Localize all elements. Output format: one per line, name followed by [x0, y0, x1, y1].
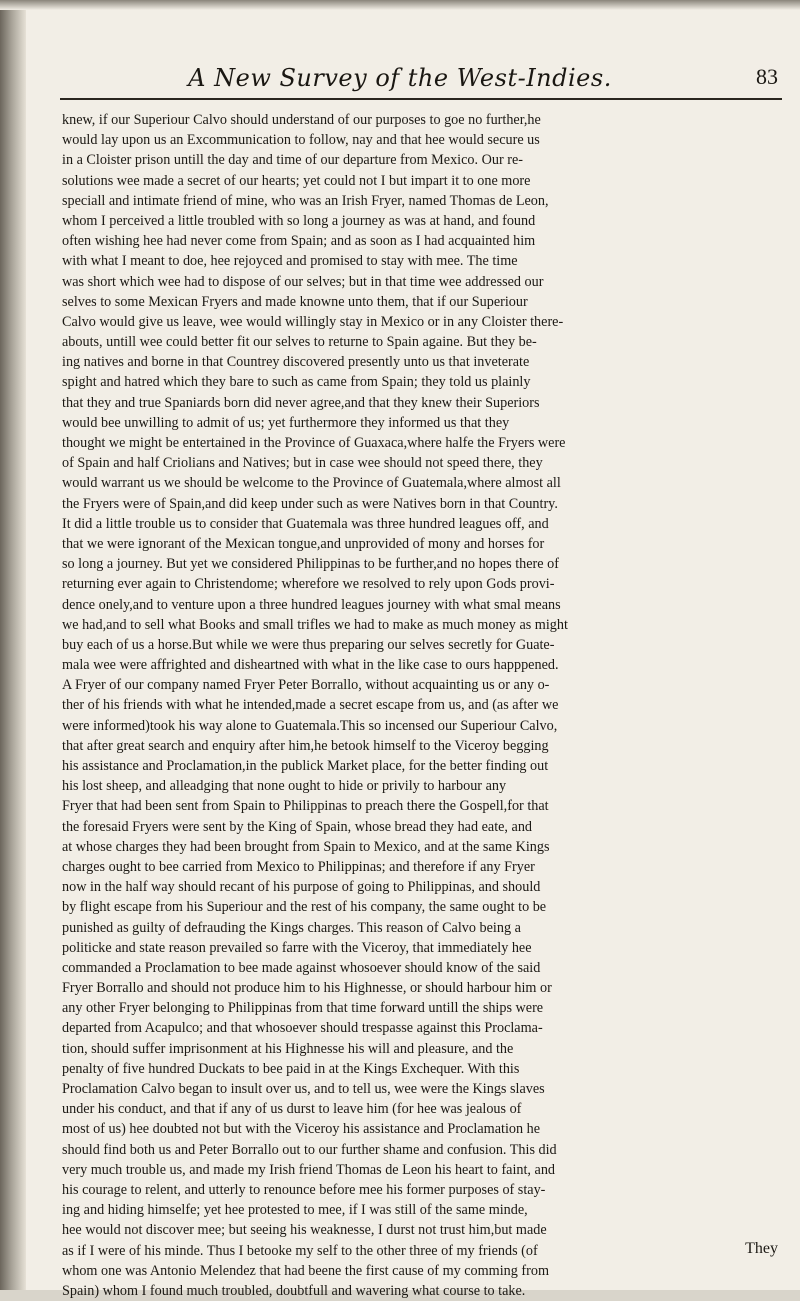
- text-line: any other Fryer belonging to Philippinas from that time forward untill the ships were: [62, 1000, 544, 1017]
- text-line: that they and true Spaniards born did never agree,and that they knew their Superiors: [62, 394, 540, 411]
- text-line: in a Cloister prison untill the day and time of our departure from Mexico. Our re-: [62, 152, 523, 169]
- text-line: we had,and to sell what Books and small trifles we had to make as much money as might: [62, 616, 568, 633]
- text-line: speciall and intimate friend of mine, who was an Irish Fryer, named Thomas de Leon,: [62, 192, 549, 209]
- text-line: A Fryer of our company named Fryer Peter Borrallo, without acquainting us or any o-: [62, 677, 550, 694]
- text-line: penalty of five hundred Duckats to bee paid in at the Kings Exchequer. With this: [62, 1060, 520, 1077]
- text-line: departed from Acapulco; and that whosoever should trespasse against this Proclama-: [62, 1020, 543, 1037]
- text-line: ing natives and borne in that Countrey discovered presently unto us that inveterate: [62, 354, 530, 371]
- text-line: spight and hatred which they bare to such as came from Spain; they told us plainly: [62, 374, 531, 391]
- page-gutter-shadow: [0, 0, 26, 1290]
- text-line: would bee unwilling to admit of us; yet furthermore they informed us that they: [62, 414, 510, 431]
- text-line: under his conduct, and that if any of us durst to leave him (for hee was jealous of: [62, 1101, 522, 1118]
- text-line: the Fryers were of Spain,and did keep under such as were Natives born in that Country.: [62, 495, 558, 512]
- text-line: Calvo would give us leave, wee would willingly stay in Mexico or in any Cloister there-: [62, 313, 564, 330]
- text-line: whom one was Antonio Melendez that had beene the first cause of my comming from: [62, 1262, 549, 1279]
- text-line: thought we might be entertained in the Province of Guaxaca,where halfe the Fryers were: [62, 435, 566, 451]
- header-rule: [60, 98, 782, 100]
- text-line: so long a journey. But yet we considered Philippinas to be further,and no hopes there of: [62, 556, 559, 573]
- text-line: hee would not discover mee; but seeing his weaknesse, I durst not trust him,but made: [62, 1222, 547, 1239]
- catchword: They: [745, 1240, 778, 1257]
- text-line: mala wee were affrighted and disheartned with what in the like case to ours happpened.: [62, 657, 559, 674]
- text-line: abouts, untill wee could better fit our selves to returne to Spain againe. But they be-: [62, 334, 537, 351]
- text-line: selves to some Mexican Fryers and made knowne unto them, that if our Superiour: [62, 293, 528, 310]
- text-line: that we were ignorant of the Mexican tongue,and unprovided of mony and horses for: [62, 535, 545, 552]
- text-line: whom I perceived a little troubled with so long a journey as was at hand, and found: [62, 212, 536, 229]
- text-line: very much trouble us, and made my Irish friend Thomas de Leon his heart to faint, and: [62, 1161, 556, 1178]
- text-line: Fryer that had been sent from Spain to Philippinas to preach there the Gospell,for that: [62, 798, 549, 815]
- text-line: his lost sheep, and alleadging that none ought to hide or privily to harbour any: [62, 778, 507, 795]
- text-line: were informed)took his way alone to Guatemala.This so incensed our Superiour Calvo,: [62, 717, 558, 734]
- text-line: often wishing hee had never come from Spain; and as soon as I had acquainted him: [62, 233, 536, 250]
- text-line: now in the half way should recant of his purpose of going to Philippinas, and should: [62, 879, 541, 896]
- text-line: the foresaid Fryers were sent by the King of Spain, whose bread they had eate, and: [62, 818, 533, 835]
- text-line: at whose charges they had been brought from Spain to Mexico, and at the same Kings: [62, 838, 550, 855]
- text-line: Spain) whom I found much troubled, doubtfull and wavering what course to take.: [62, 1282, 526, 1299]
- text-line: buy each of us a horse.But while we were thus preparing our selves secretly for Guate-: [62, 636, 555, 653]
- text-line: dence onely,and to venture upon a three hundred leagues journey with what smal means: [62, 596, 561, 613]
- text-line: charges ought to bee carried from Mexico to Philippinas; and therefore if any Fryer: [62, 858, 535, 875]
- text-line: ing and hiding himselfe; yet hee protested to mee, if I was still of the same minde,: [62, 1202, 528, 1219]
- text-line: as if I were of his minde. Thus I betooke my self to the other three of my friends (of: [62, 1242, 538, 1259]
- text-line: would warrant us we should be welcome to the Province of Guatemala,where almost all: [62, 475, 561, 492]
- text-line: was short which wee had to dispose of our selves; but in that time wee addressed our: [62, 273, 544, 290]
- text-line: that after great search and enquiry after him,he betook himself to the Viceroy begging: [62, 737, 549, 754]
- text-line: his courage to relent, and utterly to renounce before mee his former purposes of stay-: [62, 1181, 546, 1198]
- text-line: tion, should suffer imprisonment at his Highnesse his will and pleasure, and the: [62, 1040, 514, 1057]
- text-line: commanded a Proclamation to bee made against whosoever should know of the said: [62, 959, 541, 976]
- text-line: It did a little trouble us to consider that Guatemala was three hundred leagues off, and: [62, 515, 549, 532]
- text-line: would lay upon us an Excommunication to follow, nay and that hee would secure us: [62, 132, 540, 149]
- text-line: returning ever again to Christendome; wherefore we resolved to rely upon Gods provi-: [62, 576, 555, 593]
- text-line: should find both us and Peter Borrallo out to our further shame and confusion. This did: [62, 1141, 557, 1158]
- text-line: his assistance and Proclamation,in the publick Market place, for the better finding out: [62, 758, 549, 774]
- text-line: Fryer Borrallo and should not produce him to his Highnesse, or should harbour him or: [62, 980, 552, 997]
- text-line: most of us) hee doubted not but with the Viceroy his assistance and Proclamation he: [62, 1121, 541, 1138]
- text-line: of Spain and half Criolians and Natives; but in case wee should not speed there, they: [62, 455, 543, 472]
- text-line: politicke and state reason prevailed so farre with the Viceroy, that immediately hee: [62, 939, 532, 956]
- text-line: ther of his friends with what he intended,made a secret escape from us, and (as after we: [62, 697, 559, 714]
- text-line: punished as guilty of defrauding the Kings charges. This reason of Calvo being a: [62, 919, 521, 936]
- text-line: Proclamation Calvo began to insult over us, and to tell us, wee were the Kings slaves: [62, 1081, 545, 1097]
- text-line: knew, if our Superiour Calvo should understand of our purposes to goe no further,he: [62, 112, 541, 128]
- page-number: 83: [756, 64, 778, 89]
- page-top-edge: [0, 0, 800, 10]
- body-text: [62, 110, 784, 1301]
- text-line: with what I meant to doe, hee rejoyced and promised to stay with mee. The time: [62, 253, 518, 270]
- running-head: A New Survey of the West-Indies.: [188, 64, 612, 92]
- text-line: by flight escape from his Superiour and the rest of his company, the same ought to be: [62, 899, 547, 916]
- text-line: solutions wee made a secret of our hearts; yet could not I but impart it to one more: [62, 172, 531, 189]
